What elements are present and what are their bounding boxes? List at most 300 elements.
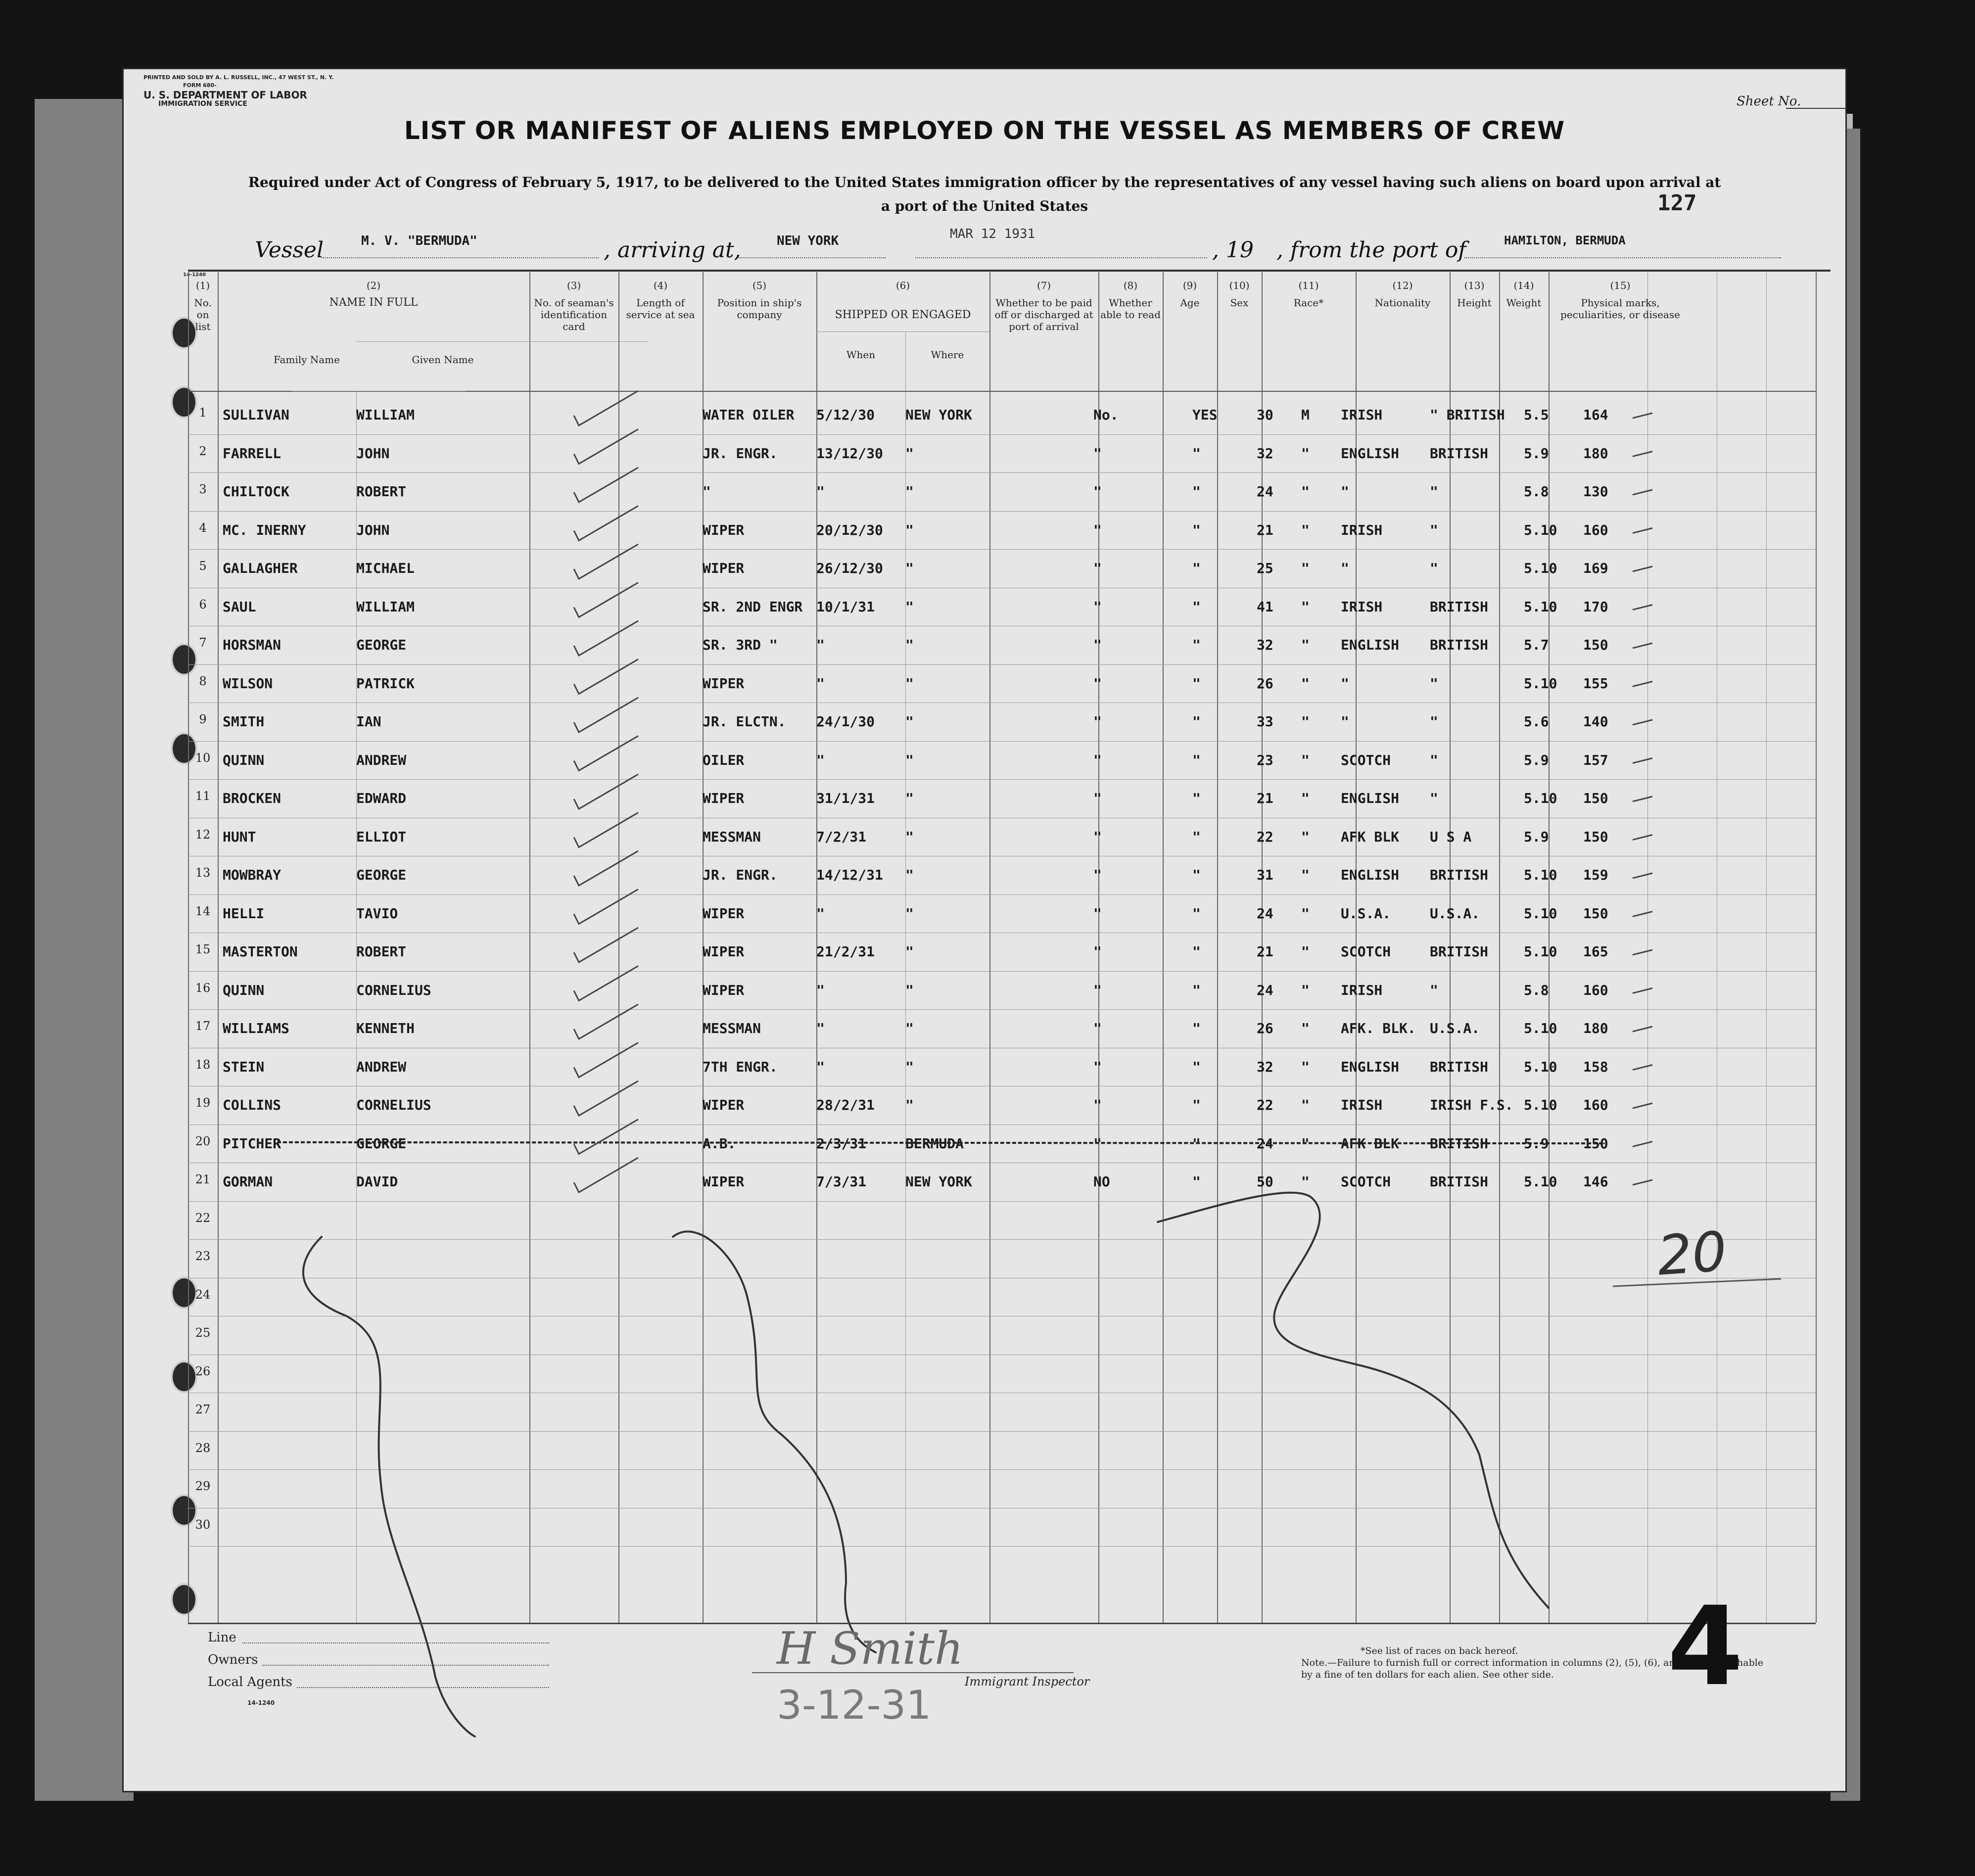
cell-nat: BRITISH [1430,1173,1489,1190]
cell-paid: " [1093,867,1102,883]
cell-sex: " [1301,1020,1310,1036]
races-note: *See list of races on back hereof. [1361,1645,1518,1656]
cell-where: " [905,1020,914,1036]
dash-mark [1633,835,1652,840]
date-stamp: MAR 12 1931 [950,227,1035,241]
cell-family: HORSMAN [223,637,282,653]
column-number: (7) [1036,280,1051,291]
cell-where: " [905,483,914,500]
cell-nat: BRITISH [1430,1135,1489,1152]
column-number: (2) [366,280,381,291]
cell-paid: " [1093,1058,1102,1075]
cell-paid: " [1093,445,1102,462]
cell-age: 33 [1257,713,1273,730]
cell-ht: 5.10 [1524,1097,1557,1113]
cell-pos: JR. ENGR. [703,445,778,462]
cell-pos: WIPER [703,943,745,960]
form-number: FORM 680- [183,82,217,89]
year-label: , 19 [1212,237,1254,263]
where-subhead: Where [931,349,964,361]
cell-when: " [816,982,825,998]
cell-family: SMITH [223,713,265,730]
cell-ht: 5.10 [1524,1173,1557,1190]
fine-note: Note.—Failure to furnish full or correct information in columns (2), (5), (6), and (7) is punishable by a fine of ten dollars for each alien. See other side. [1301,1657,1764,1680]
cell-when: 14/12/31 [816,867,883,883]
row-number: 20 [195,1134,211,1148]
cell-pos: WIPER [703,1173,745,1190]
cell-nat: " [1430,713,1438,730]
cell-sex: " [1301,790,1310,806]
cell-when: 20/12/30 [816,521,883,538]
cell-race: SCOTCH [1341,943,1391,960]
cell-where: " [905,637,914,653]
cell-age: 23 [1257,751,1273,768]
cell-pos: WIPER [703,982,745,998]
cell-pos: MESSMAN [703,1020,761,1036]
dash-mark [1633,682,1652,687]
cell-wt: 160 [1583,1097,1608,1113]
cell-when: 7/3/31 [816,1173,867,1190]
row-number: 2 [199,444,207,458]
cell-given: DAVID [356,1173,398,1190]
cell-where: " [905,1097,914,1113]
cell-ht: 5.10 [1524,521,1557,538]
cell-read: " [1192,1058,1201,1075]
cell-paid: " [1093,713,1102,730]
cell-pos: A.B. [703,1135,736,1152]
dash-mark [1633,452,1652,457]
cell-pos: WIPER [703,560,745,576]
cell-family: QUINN [223,982,265,998]
dash-mark [1633,643,1652,648]
cell-given: WILLIAM [356,598,415,615]
cell-paid: " [1093,598,1102,615]
row-number: 4 [199,520,207,535]
cell-when: " [816,1058,825,1075]
cell-read: " [1192,905,1201,922]
cell-where: " [905,867,914,883]
check-mark [574,659,638,694]
cell-wt: 169 [1583,560,1608,576]
cell-nat: U.S.A. [1430,1020,1480,1036]
cell-race: SCOTCH [1341,1173,1391,1190]
cell-age: 26 [1257,1020,1273,1036]
cell-wt: 150 [1583,828,1608,845]
dash-mark [1633,873,1652,878]
dash-mark [1633,1065,1652,1070]
column-number: (6) [895,280,910,291]
cell-age: 30 [1257,407,1273,423]
row-number: 1 [199,406,207,420]
cell-race: ENGLISH [1341,445,1400,462]
underlying-page [35,99,134,1801]
dash-mark [1633,605,1652,610]
footer-form-code: 14-1240 [247,1699,275,1706]
check-mark [574,928,638,962]
cell-where: " [905,828,914,845]
cell-read: YES [1192,407,1218,423]
cell-read: " [1192,1097,1201,1113]
cell-read: " [1192,1173,1201,1190]
cell-read: " [1192,790,1201,806]
cell-given: GEORGE [356,1135,407,1152]
column-number: (12) [1392,280,1413,291]
check-mark [574,621,638,656]
cell-pos: SR. 2ND ENGR [703,598,803,615]
cell-paid: " [1093,905,1102,922]
row-number: 24 [195,1287,211,1302]
cell-when: 28/2/31 [816,1097,875,1113]
cell-age: 22 [1257,828,1273,845]
cell-sex: M [1301,407,1310,423]
cell-ht: 5.9 [1524,828,1549,845]
cell-family: HELLI [223,905,265,922]
cell-wt: 130 [1583,483,1608,500]
row-number: 11 [195,789,211,803]
column-number: (15) [1610,280,1631,291]
cell-when: " [816,751,825,768]
cell-given: GEORGE [356,637,407,653]
column-header: Age [1180,297,1200,309]
dash-mark [1633,490,1652,495]
check-mark [574,774,638,809]
cell-wt: 158 [1583,1058,1608,1075]
cell-age: 24 [1257,905,1273,922]
owners-label: Owners [208,1652,258,1667]
department-name: U. S. DEPARTMENT OF LABOR [143,89,307,101]
cell-wt: 146 [1583,1173,1608,1190]
cell-nat: " [1430,751,1438,768]
dash-mark [1633,413,1652,418]
cell-age: 24 [1257,1135,1273,1152]
row-number: 13 [195,866,211,880]
cell-read: " [1192,445,1201,462]
cell-wt: 180 [1583,1020,1608,1036]
cell-read: " [1192,867,1201,883]
cell-read: " [1192,751,1201,768]
cell-family: GALLAGHER [223,560,298,576]
cell-wt: 180 [1583,445,1608,462]
cell-pos: WIPER [703,675,745,692]
cell-given: ANDREW [356,751,407,768]
cell-race: IRISH [1341,1097,1383,1113]
cell-race: " [1341,713,1349,730]
cell-given: EDWARD [356,790,407,806]
cell-pos: WIPER [703,905,745,922]
printer-line: PRINTED AND SOLD BY A. L. RUSSELL, INC., 47 WEST ST., N. Y. [143,74,334,81]
cell-family: PITCHER [223,1135,282,1152]
cell-read: " [1192,598,1201,615]
cell-ht: 5.9 [1524,1135,1549,1152]
line-label: Line [208,1630,236,1645]
cell-wt: 150 [1583,637,1608,653]
cell-nat: " [1430,483,1438,500]
cell-when: 5/12/30 [816,407,875,423]
column-header: Whether able to read [1100,297,1161,321]
row-number: 12 [195,827,211,842]
check-mark [574,544,638,579]
cell-read: " [1192,1135,1201,1152]
check-mark [574,1004,638,1039]
cell-nat: BRITISH [1430,867,1489,883]
cell-paid: NO [1093,1173,1110,1190]
arriving-label: , arriving at, [604,237,741,263]
cell-sex: " [1301,751,1310,768]
row-number: 19 [195,1096,211,1110]
cell-where: " [905,943,914,960]
column-header: Sex [1230,297,1249,309]
cell-where: " [905,982,914,998]
check-mark [574,1043,638,1078]
arrival-port: NEW YORK [777,234,839,248]
cell-paid: " [1093,943,1102,960]
cell-age: 24 [1257,483,1273,500]
cell-pos: WIPER [703,1097,745,1113]
cell-family: CHILTOCK [223,483,289,500]
column-number: (3) [566,280,581,291]
row-number: 29 [195,1479,211,1493]
dash-mark [1633,950,1652,955]
cell-where: " [905,1058,914,1075]
cell-given: JOHN [356,445,390,462]
cell-race: ENGLISH [1341,790,1400,806]
cell-wt: 170 [1583,598,1608,615]
cell-pos: WATER OILER [703,407,795,423]
form-code: 14-1240 [183,272,206,278]
cell-nat: " [1430,675,1438,692]
cell-family: SAUL [223,598,256,615]
cell-when: 7/2/31 [816,828,867,845]
cell-sex: " [1301,483,1310,500]
cell-race: ENGLISH [1341,867,1400,883]
cell-given: ELLIOT [356,828,407,845]
cell-age: 25 [1257,560,1273,576]
cell-paid: " [1093,1097,1102,1113]
check-mark [574,429,638,464]
cell-family: BROCKEN [223,790,282,806]
cell-wt: 155 [1583,675,1608,692]
cell-age: 31 [1257,867,1273,883]
cell-race: AFK BLK [1341,1135,1400,1152]
cell-paid: " [1093,828,1102,845]
dash-mark [1633,758,1652,763]
cell-pos: MESSMAN [703,828,761,845]
cell-race: IRISH [1341,598,1383,615]
inspector-label: Immigrant Inspector [965,1675,1090,1688]
cell-age: 21 [1257,790,1273,806]
cell-sex: " [1301,598,1310,615]
cell-when: " [816,637,825,653]
cell-paid: " [1093,521,1102,538]
signature-date: 3-12-31 [777,1682,932,1728]
cell-paid: " [1093,560,1102,576]
cell-family: MC. INERNY [223,521,306,538]
cell-race: ENGLISH [1341,1058,1400,1075]
column-header: No. on list [194,297,212,332]
cell-family: WILSON [223,675,273,692]
cell-read: " [1192,521,1201,538]
cell-wt: 160 [1583,521,1608,538]
sheet-number-label: Sheet No. [1737,94,1801,109]
cell-where: " [905,521,914,538]
check-mark [574,583,638,617]
cell-given: IAN [356,713,381,730]
cell-sex: " [1301,1135,1310,1152]
check-mark [574,851,638,886]
cell-family: STEIN [223,1058,265,1075]
cell-when: 2/3/31 [816,1135,867,1152]
column-header: SHIPPED OR ENGAGED [835,309,971,321]
inspector-signature: H Smith [777,1623,964,1675]
cell-age: 21 [1257,521,1273,538]
cell-ht: 5.10 [1524,675,1557,692]
cell-family: MOWBRAY [223,867,282,883]
cell-ht: 5.10 [1524,560,1557,576]
cell-ht: 5.10 [1524,1020,1557,1036]
cell-pos: SR. 3RD " [703,637,778,653]
manifest-sheet [124,69,1845,1791]
cell-age: 32 [1257,637,1273,653]
cell-paid: No. [1093,407,1119,423]
vessel-label: Vessel [255,237,324,263]
cell-race: " [1341,483,1349,500]
cell-wt: 160 [1583,982,1608,998]
cell-age: 32 [1257,445,1273,462]
cell-where: BERMUDA [905,1135,964,1152]
cell-given: JOHN [356,521,390,538]
vessel-name: M. V. "BERMUDA" [361,234,477,248]
column-header: Position in ship's company [717,297,802,321]
when-subhead: When [846,349,876,361]
cell-pos: WIPER [703,790,745,806]
check-mark [574,1081,638,1116]
column-header: NAME IN FULL [329,296,418,309]
column-header: Race* [1293,297,1324,309]
cell-nat: BRITISH [1430,1058,1489,1075]
check-mark [574,506,638,541]
cell-given: CORNELIUS [356,1097,431,1113]
cell-pos: JR. ENGR. [703,867,778,883]
departure-port: HAMILTON, BERMUDA [1504,234,1626,247]
cell-family: MASTERTON [223,943,298,960]
check-mark [574,468,638,502]
row-number: 18 [195,1057,211,1072]
cell-sex: " [1301,943,1310,960]
cell-age: 32 [1257,1058,1273,1075]
cell-given: GEORGE [356,867,407,883]
family-name-subhead: Family Name [273,354,340,366]
cancel-squiggle [303,1237,475,1736]
cell-sex: " [1301,713,1310,730]
cell-wt: 150 [1583,905,1608,922]
row-number: 23 [195,1249,211,1263]
handwritten-total: 20 [1655,1219,1729,1288]
cell-sex: " [1301,675,1310,692]
cell-nat: " [1430,521,1438,538]
column-header: Nationality [1374,297,1431,309]
cell-race: AFK. BLK. [1341,1020,1416,1036]
column-header: Height [1457,297,1492,309]
cell-nat: " [1430,790,1438,806]
row-number: 6 [199,597,207,611]
check-mark [574,1120,638,1154]
cell-when: 31/1/31 [816,790,875,806]
cell-where: NEW YORK [905,407,972,423]
row-number: 26 [195,1364,211,1378]
cell-where: " [905,905,914,922]
cell-where: " [905,560,914,576]
column-number: (9) [1182,280,1197,291]
column-number: (1) [195,280,210,291]
cell-given: WILLIAM [356,407,415,423]
row-number: 9 [199,712,207,726]
cell-paid: " [1093,1020,1102,1036]
cell-wt: 150 [1583,1135,1608,1152]
column-header: Weight [1506,297,1542,309]
cell-given: PATRICK [356,675,415,692]
cell-sex: " [1301,867,1310,883]
cell-nat: IRISH F.S. [1430,1097,1513,1113]
cell-paid: " [1093,483,1102,500]
cell-ht: 5.10 [1524,867,1557,883]
cell-age: 22 [1257,1097,1273,1113]
row-number: 14 [195,904,211,918]
cell-wt: 157 [1583,751,1608,768]
cell-pos: WIPER [703,521,745,538]
dash-mark [1633,1027,1652,1032]
cell-ht: 5.9 [1524,751,1549,768]
cell-family: FARRELL [223,445,282,462]
row-number: 15 [195,942,211,956]
cell-given: MICHAEL [356,560,415,576]
cell-ht: 5.10 [1524,598,1557,615]
dash-mark [1633,1180,1652,1185]
cell-given: CORNELIUS [356,982,431,998]
cell-race: ENGLISH [1341,637,1400,653]
cell-sex: " [1301,982,1310,998]
cell-wt: 165 [1583,943,1608,960]
cancel-squiggle [673,1231,876,1652]
check-mark [574,813,638,847]
cell-sex: " [1301,445,1310,462]
cell-when: 24/1/30 [816,713,875,730]
cell-when: " [816,483,825,500]
row-number: 3 [199,482,207,496]
row-number: 22 [195,1211,211,1225]
cell-family: COLLINS [223,1097,282,1113]
cell-pos: OILER [703,751,745,768]
cell-age: 21 [1257,943,1273,960]
row-number: 10 [195,750,211,765]
cell-paid: " [1093,675,1102,692]
column-number: (8) [1123,280,1138,291]
cell-where: " [905,790,914,806]
service-name: IMMIGRATION SERVICE [158,100,247,108]
row-number: 7 [199,636,207,650]
column-header: No. of seaman's identification card [534,297,614,332]
column-number: (14) [1513,280,1534,291]
page-title: LIST OR MANIFEST OF ALIENS EMPLOYED ON THE VESSEL AS MEMBERS OF CREW [404,116,1565,145]
row-number: 25 [195,1326,211,1340]
cell-ht: 5.10 [1524,943,1557,960]
given-name-subhead: Given Name [412,354,474,366]
cell-read: " [1192,675,1201,692]
cell-sex: " [1301,560,1310,576]
dash-mark [1633,566,1652,571]
cell-paid: " [1093,637,1102,653]
cell-ht: 5.8 [1524,483,1549,500]
cell-sex: " [1301,1058,1310,1075]
